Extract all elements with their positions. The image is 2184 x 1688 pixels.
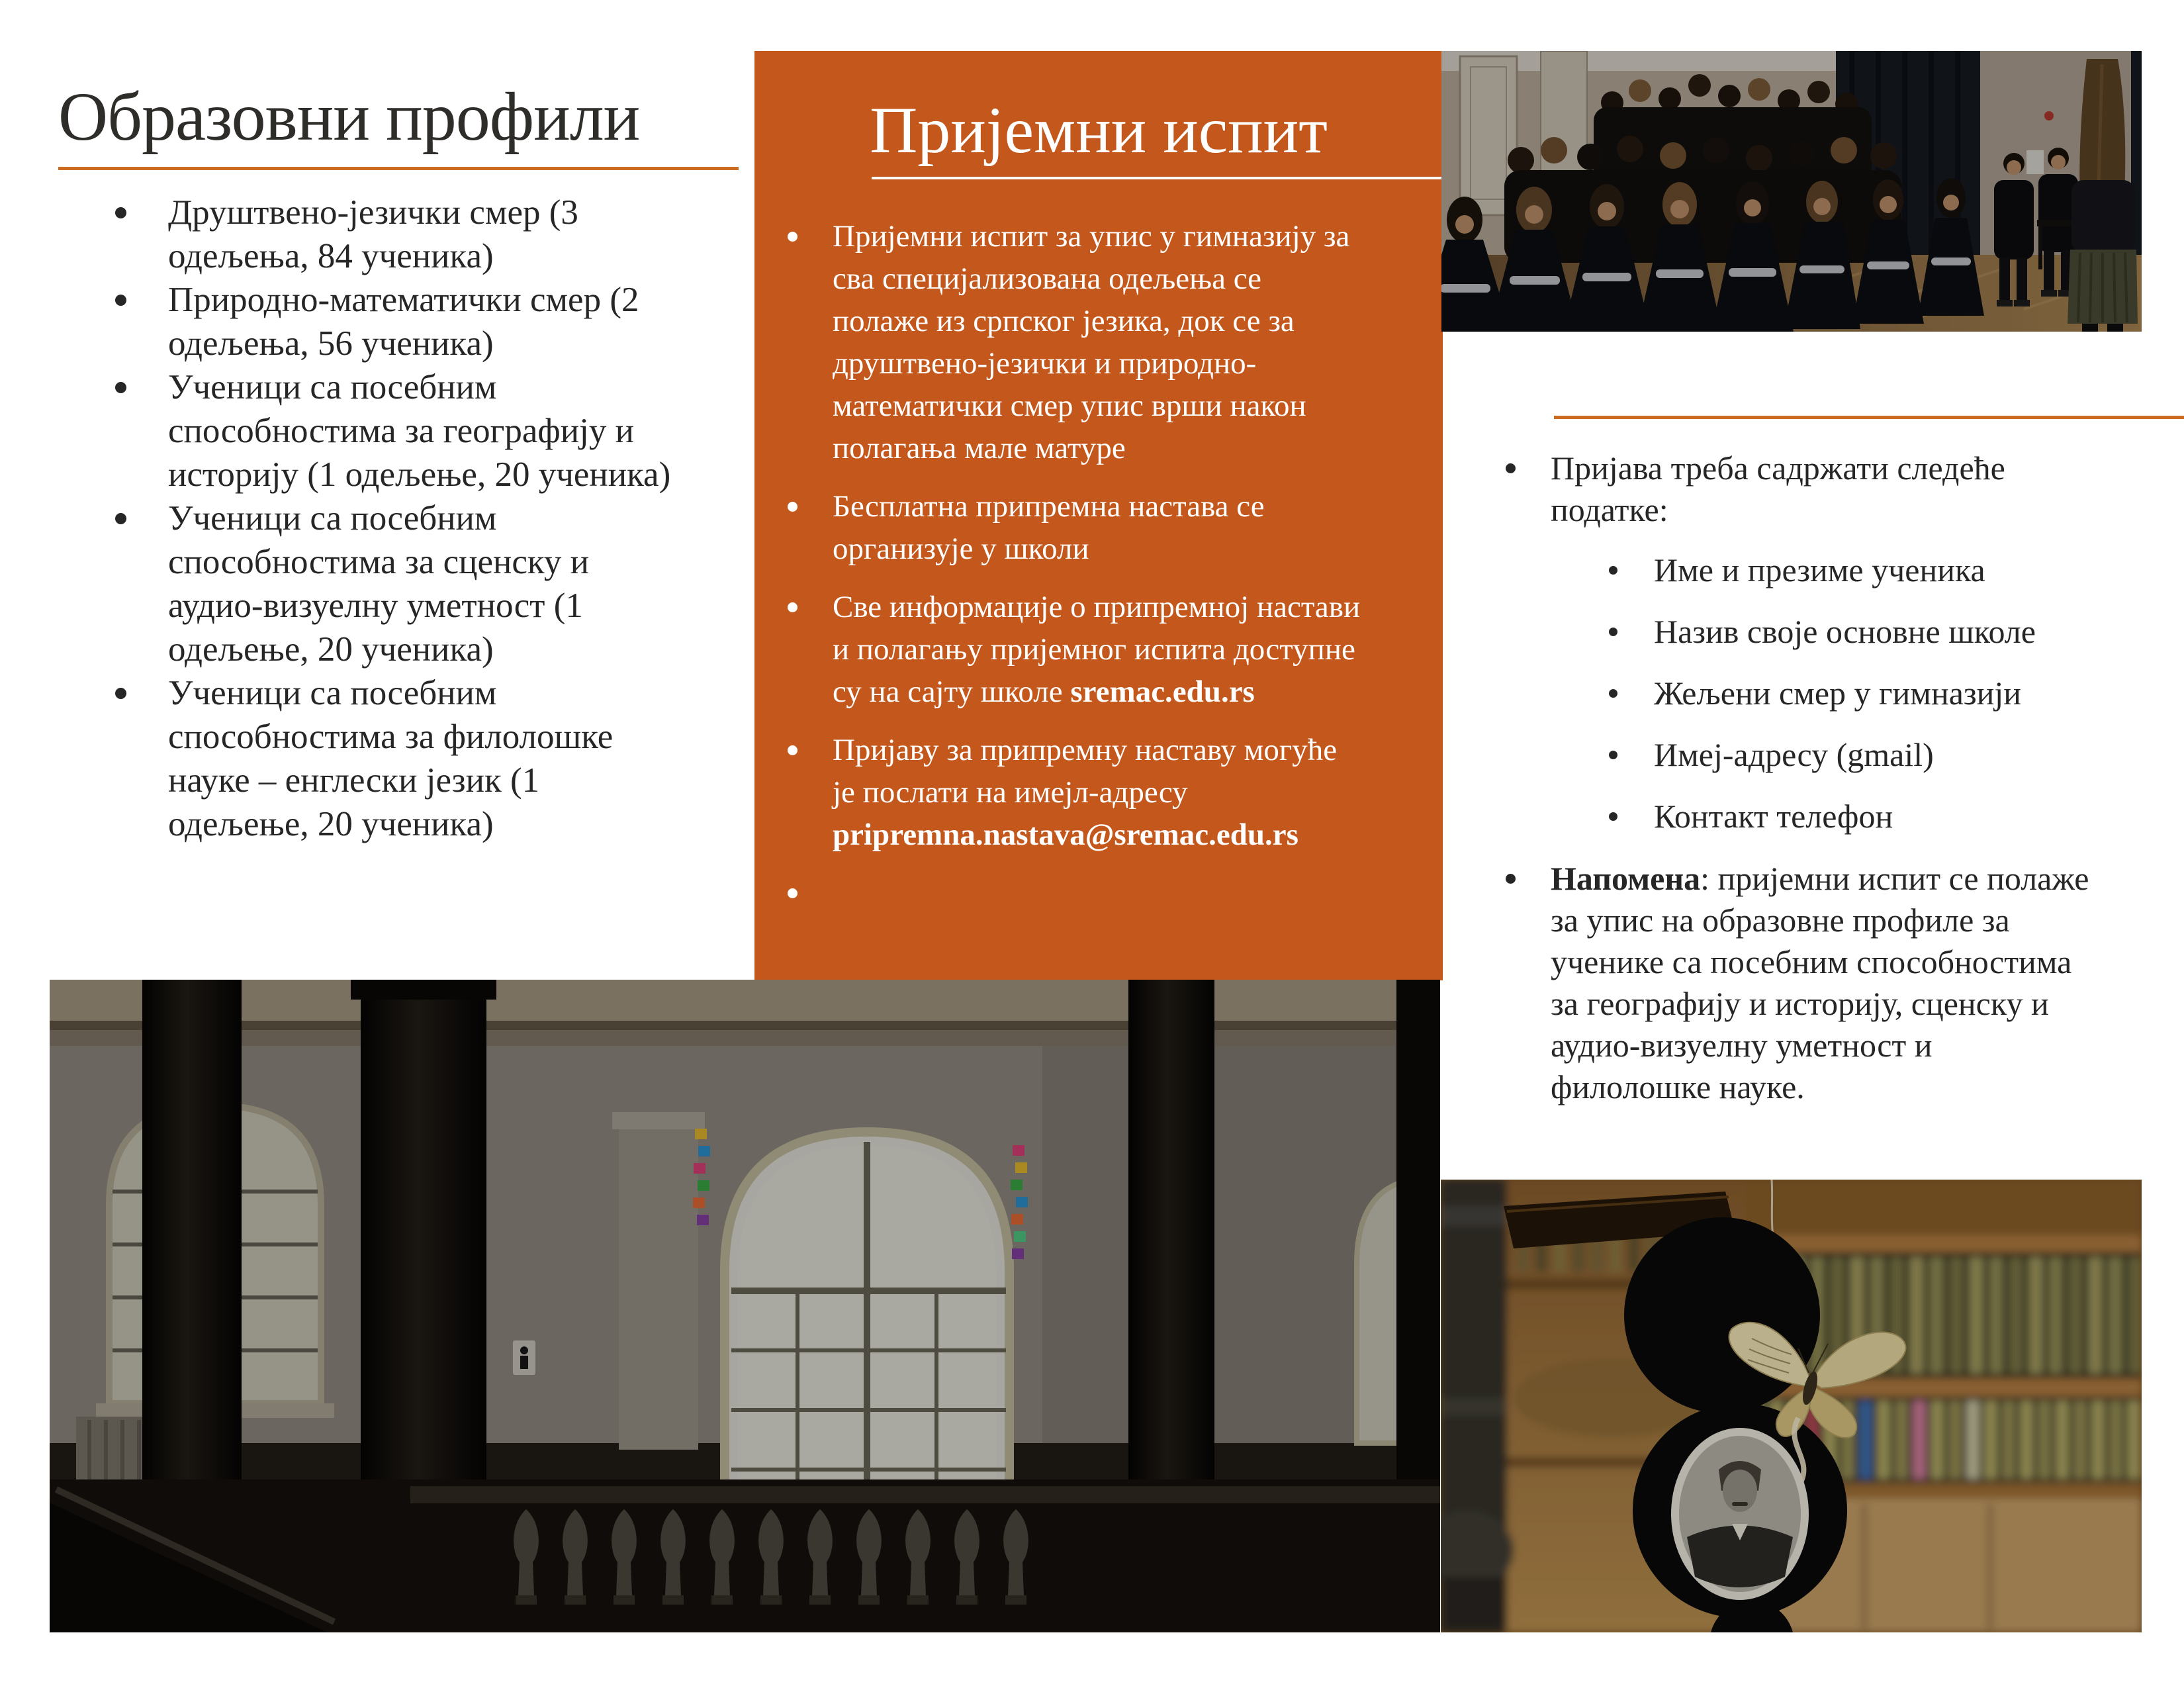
library-photo: [1441, 1180, 2142, 1632]
list-item: Назив своје основне школе: [1604, 611, 2133, 653]
bold-text: sremac.edu.rs: [1070, 675, 1255, 709]
list-item: Бесплатна припремна настава се организује у школи: [785, 485, 1362, 570]
list-item: Ученици са посебним способностима за географију и историју (1 одељење, 20 ученика): [106, 365, 688, 496]
list-item: Ученици са посебним способностима за филолошке науке – енглески језик (1 одељење, 20 ученика): [106, 671, 688, 846]
note-text: : пријемни испит се полаже за упис на образовне профиле за ученике са посебним способностима за географију и историју, сценску и аудио-визуелну уметност и филолошке науке.: [1551, 860, 2089, 1105]
note-label: Напомена: [1551, 860, 1701, 897]
title-underline: [58, 167, 739, 170]
list-item: Ученици са посебним способностима за сценску и аудио-визуелну уметност (1 одељење, 20 ученика): [106, 496, 688, 671]
list-item: Жељени смер у гимназији: [1604, 673, 2133, 714]
right-column-divider: [1554, 416, 2184, 419]
library-photo-graphic: [1441, 1180, 2142, 1632]
panel-title: Пријемни испит: [870, 93, 1328, 167]
list-item: Пријемни испит за упис у гимназију за сва специјализована одељења се полаже из српског језика, док се за друштвено-језички и природно-математички смер упис врши након полагања мале матуре: [785, 215, 1362, 469]
application-data-list: [1604, 549, 2133, 857]
list-item: Природно-математички смер (2 одељења, 56 ученика): [106, 278, 688, 365]
panel-title-underline: [872, 177, 1443, 179]
choir-photo: [1441, 51, 2142, 332]
interior-photo: [50, 980, 1440, 1632]
page-title: Образовни профили: [58, 79, 640, 155]
list-item: Друштвено-језички смер (3 одељења, 84 ученика): [106, 191, 688, 278]
intro-text: Пријава треба садржати следеће податке:: [1551, 449, 2005, 528]
list-item: Контакт телефон: [1604, 796, 2133, 837]
application-intro-item: [1503, 447, 2085, 531]
note-item: [1503, 858, 2099, 1108]
list-item: Пријаву за припремну наставу могуће је послати на имејл-адресу pripremna.nastava@sremac.edu.rs: [785, 729, 1362, 856]
interior-photo-graphic: [50, 980, 1440, 1632]
choir-photo-graphic: [1441, 51, 2142, 332]
list-item: Све информације о припремној настави и полагању пријемног испита доступне су на сајту школе sremac.edu.rs: [785, 586, 1362, 713]
list-item: Име и презиме ученика: [1604, 549, 2133, 591]
entrance-exam-list: [785, 215, 1370, 930]
list-item: [785, 872, 1362, 914]
education-profiles-list: [106, 191, 688, 846]
entrance-exam-panel: [754, 51, 1443, 980]
bold-text: pripremna.nastava@sremac.edu.rs: [833, 818, 1298, 852]
list-item: Имеј-адресу (gmail): [1604, 734, 2133, 776]
